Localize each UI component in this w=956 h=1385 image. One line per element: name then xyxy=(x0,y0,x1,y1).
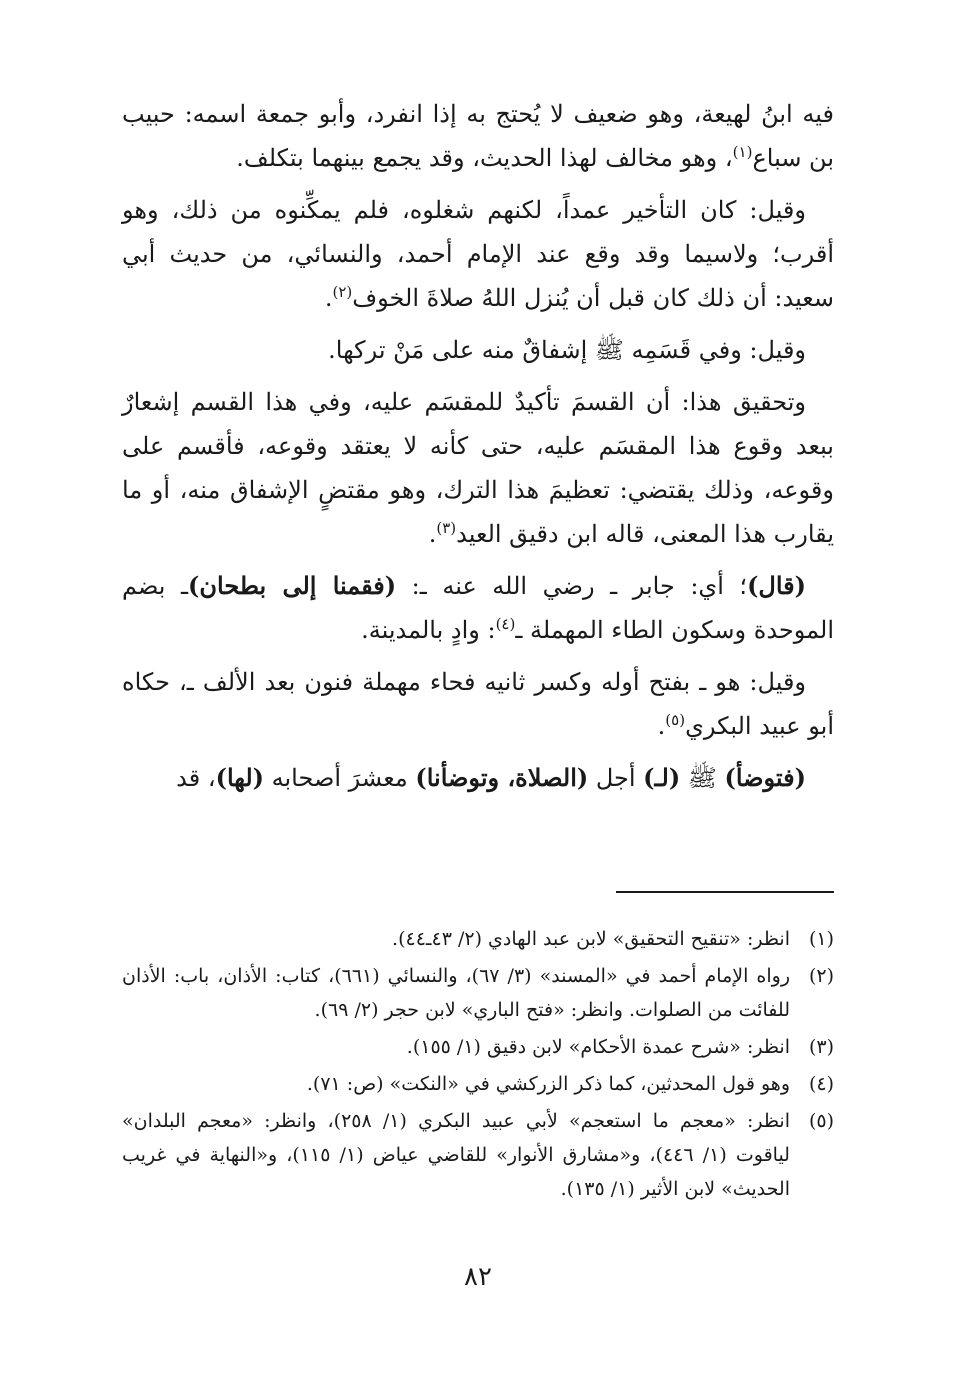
text-run: ﷺ xyxy=(680,764,725,792)
paragraph xyxy=(122,328,834,372)
footnote xyxy=(122,959,834,1027)
paragraph xyxy=(122,380,834,556)
bold-text-run: (قال) xyxy=(747,571,806,600)
text-run: . xyxy=(657,712,666,740)
paragraph xyxy=(122,564,834,652)
footnote-reference: (٢) xyxy=(332,283,353,301)
footnotes-section xyxy=(122,922,834,1209)
text-run: وقيل: وفي قَسَمِه ﷺ إشفاقٌ منه على مَنْ تركها. xyxy=(328,336,806,364)
text-run: . xyxy=(324,284,333,312)
footnote xyxy=(122,922,834,956)
footnote xyxy=(122,1067,834,1101)
footnote xyxy=(122,1104,834,1206)
paragraph xyxy=(122,756,834,800)
footnote-reference: (١) xyxy=(732,143,753,161)
footnote-text: وهو قول المحدثين، كما ذكر الزركشي في «النكت» (ص: ٧١). xyxy=(306,1073,790,1095)
footnote xyxy=(122,1030,834,1064)
footnote-reference: (٥) xyxy=(665,711,686,729)
text-run: أجل xyxy=(588,764,644,792)
bold-text-run: (لها) xyxy=(215,763,264,792)
text-run: وقيل: هو ـ بفتح أوله وكسر ثانيه فحاء مهملة فنون بعد الألف ـ، حكاه أبو عبيد البكري xyxy=(122,668,834,740)
bold-text-run: (لـ) xyxy=(643,763,681,792)
paragraph xyxy=(122,660,834,748)
footnote-number: (٣) xyxy=(808,1036,834,1058)
footnote-separator xyxy=(616,891,834,893)
text-run: . xyxy=(428,520,437,548)
main-text-body xyxy=(122,92,834,808)
footnote-number: (٢) xyxy=(808,965,834,987)
bold-text-run: (فقمنا إلى بطحان) xyxy=(188,571,397,600)
text-run: : وادٍ بالمدينة. xyxy=(361,616,496,644)
footnote-number: (١) xyxy=(808,928,834,950)
text-run: ، قد xyxy=(176,764,216,792)
page-number: ٨٢ xyxy=(464,1262,492,1292)
text-run: معشرَ أصحابه xyxy=(264,764,416,792)
text-run: وتحقيق هذا: أن القسمَ تأكيدٌ للمقسَم عليه، وفي هذا القسم إشعارٌ ببعد وقوع هذا المقسَم عليه، حتى كأنه لا يعتقد وقوعه، فأقسم على وقوعه، وذلك يقتضي: تعظيمَ هذا الترك، وهو مقتضٍ الإشفاق منه، أو ما يقارب هذا المعنى، قاله ابن دقيق العيد xyxy=(122,388,834,548)
text-run: ، وهو مخالف لهذا الحديث، وقد يجمع بينهما بتكلف. xyxy=(236,144,733,172)
footnote-number: (٥) xyxy=(808,1110,834,1132)
footnote-reference: (٤) xyxy=(495,615,516,633)
footnote-text: انظر: «شرح عمدة الأحكام» لابن دقيق (١/ ١٥٥). xyxy=(406,1036,790,1058)
paragraph xyxy=(122,92,834,180)
footnote-number: (٤) xyxy=(808,1073,834,1095)
text-run: ؛ أي: جابر ـ رضي الله عنه ـ: xyxy=(396,572,748,600)
bold-text-run: (الصلاة، وتوضأنا) xyxy=(415,763,589,792)
footnote-text: رواه الإمام أحمد في «المسند» (٣/ ٦٧)، والنسائي (٦٦١)، كتاب: الأذان، باب: الأذان للفائت من الصلوات. وانظر: «فتح الباري» لابن حجر (٢/ ٦٩). xyxy=(122,965,790,1021)
footnote-text: انظر: «تنقيح التحقيق» لابن عبد الهادي (٢/ ٤٣ـ٤٤). xyxy=(392,928,790,950)
footnote-text: انظر: «معجم ما استعجم» لأبي عبيد البكري (١/ ٢٥٨)، وانظر: «معجم البلدان» لياقوت (١/ ٤٤٦)، و«مشارق الأنوار» للقاضي عياض (١/ ١١٥)، و«النهاية في غريب الحديث» لابن الأثير (١/ ١٣٥). xyxy=(122,1110,790,1200)
bold-text-run: (فتوضأ) xyxy=(724,763,806,792)
text-run: فيه ابنُ لهيعة، وهو ضعيف لا يُحتج به إذا انفرد، وأبو جمعة اسمه: حبيب بن سباع xyxy=(122,100,834,172)
paragraph xyxy=(122,188,834,320)
text-run: ـ بضم الموحدة وسكون الطاء المهملة ـ xyxy=(122,572,834,644)
footnote-reference: (٣) xyxy=(436,519,457,537)
text-run: وقيل: كان التأخير عمداً، لكنهم شغلوه، فلم يمكِّنوه من ذلك، وهو أقرب؛ ولاسيما وقد وقع عند الإمام أحمد، والنسائي، من حديث أبي سعيد: أن ذلك كان قبل أن يُنزل اللهُ صلاةَ الخوف xyxy=(122,196,834,312)
